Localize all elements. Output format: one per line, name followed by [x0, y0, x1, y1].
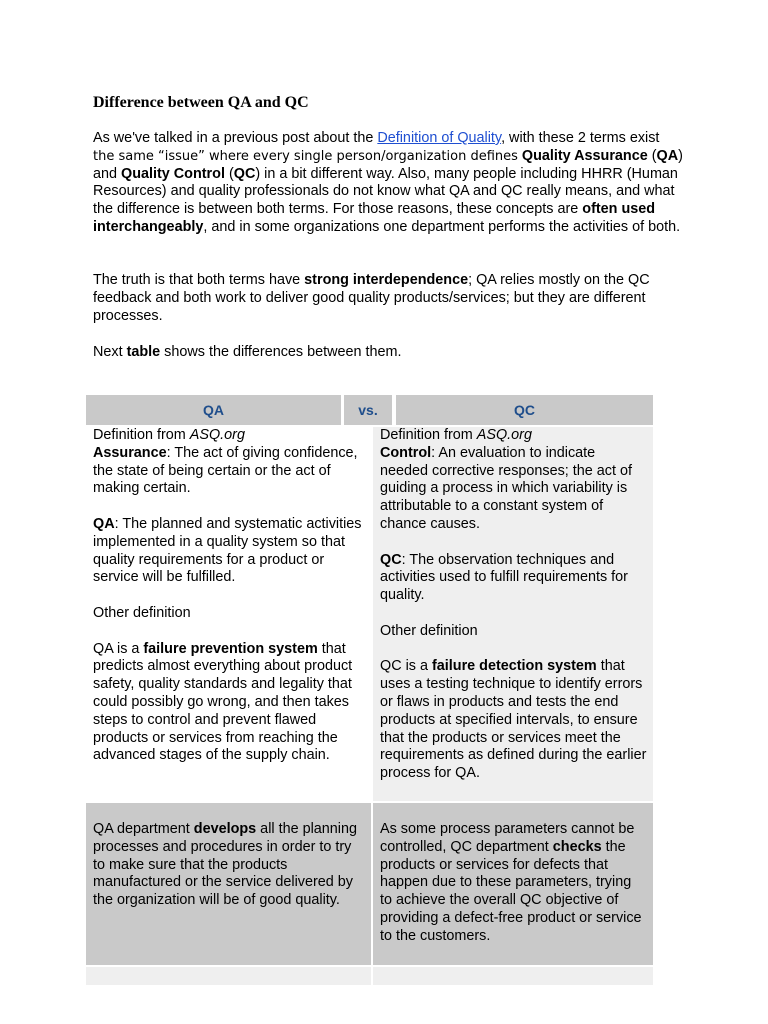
intro-paragraph: As we've talked in a previous post about the Definition of Quality, with these 2 terms exist the same “issue” where every single person/organization defines Quality Assurance (QA) and Quality Control (QC) in a bit different way. Also, many people including HHRR (Human Resources) and quality professionals do not know what QA and QC really means, and what the difference is between both terms. For those reasons, these concepts are often used interchangeably, and in some organizations one department performs the activities of both. [93, 130, 683, 235]
qa-department-cell: QA department develops all the planning processes and procedures in order to try to make sure that the products manufactured or the service delivered by the organization will be of good quality. [86, 803, 371, 965]
definition-of-quality-link[interactable]: Definition of Quality [377, 130, 502, 146]
header-qc: QC [396, 395, 653, 425]
qa-definition-cell: Definition from ASQ.org Assurance: The act of giving confidence, the state of being certain or the act of making certain. QA: The planned and systematic activities implemented in a quality system so that quality requirements for a product or service will be fulfilled. Other definition QA is a failure prevention system that predicts almost everything about product safety, quality standards and legality that could possibly go wrong, and then takes steps to control and prevent flawed products or services from reaching the advanced stages of the supply chain. [86, 427, 371, 801]
qc-department-cell: As some process parameters cannot be controlled, QC department checks the products or services for defects that happen due to these parameters, trying to achieve the overall QC objective of providing a defect-free product or service to the customers. [373, 803, 653, 965]
comparison-table [86, 395, 653, 985]
next-paragraph: Next table shows the differences between them. [93, 344, 402, 360]
empty-cell-right [373, 967, 653, 985]
truth-paragraph: The truth is that both terms have strong interdependence; QA relies mostly on the QC feedback and both work to deliver good quality products/services; but they are different processes. [93, 272, 650, 324]
header-vs: vs. [344, 395, 392, 425]
empty-cell-left [86, 967, 371, 985]
qc-definition-cell: Definition from ASQ.org Control: An evaluation to indicate needed corrective responses; the act of guiding a process in which variability is attributable to a constant system of chance causes. QC: The observation techniques and activities used to fulfill requirements for quality. Other definition QC is a failure detection system that uses a testing technique to identify errors or flaws in products and tests the end products at specified intervals, to ensure that the products or services meet the requirements as defined during the earlier process for QA. [373, 427, 653, 801]
page-title: Difference between QA and QC [93, 94, 309, 111]
header-qa: QA [86, 395, 341, 425]
